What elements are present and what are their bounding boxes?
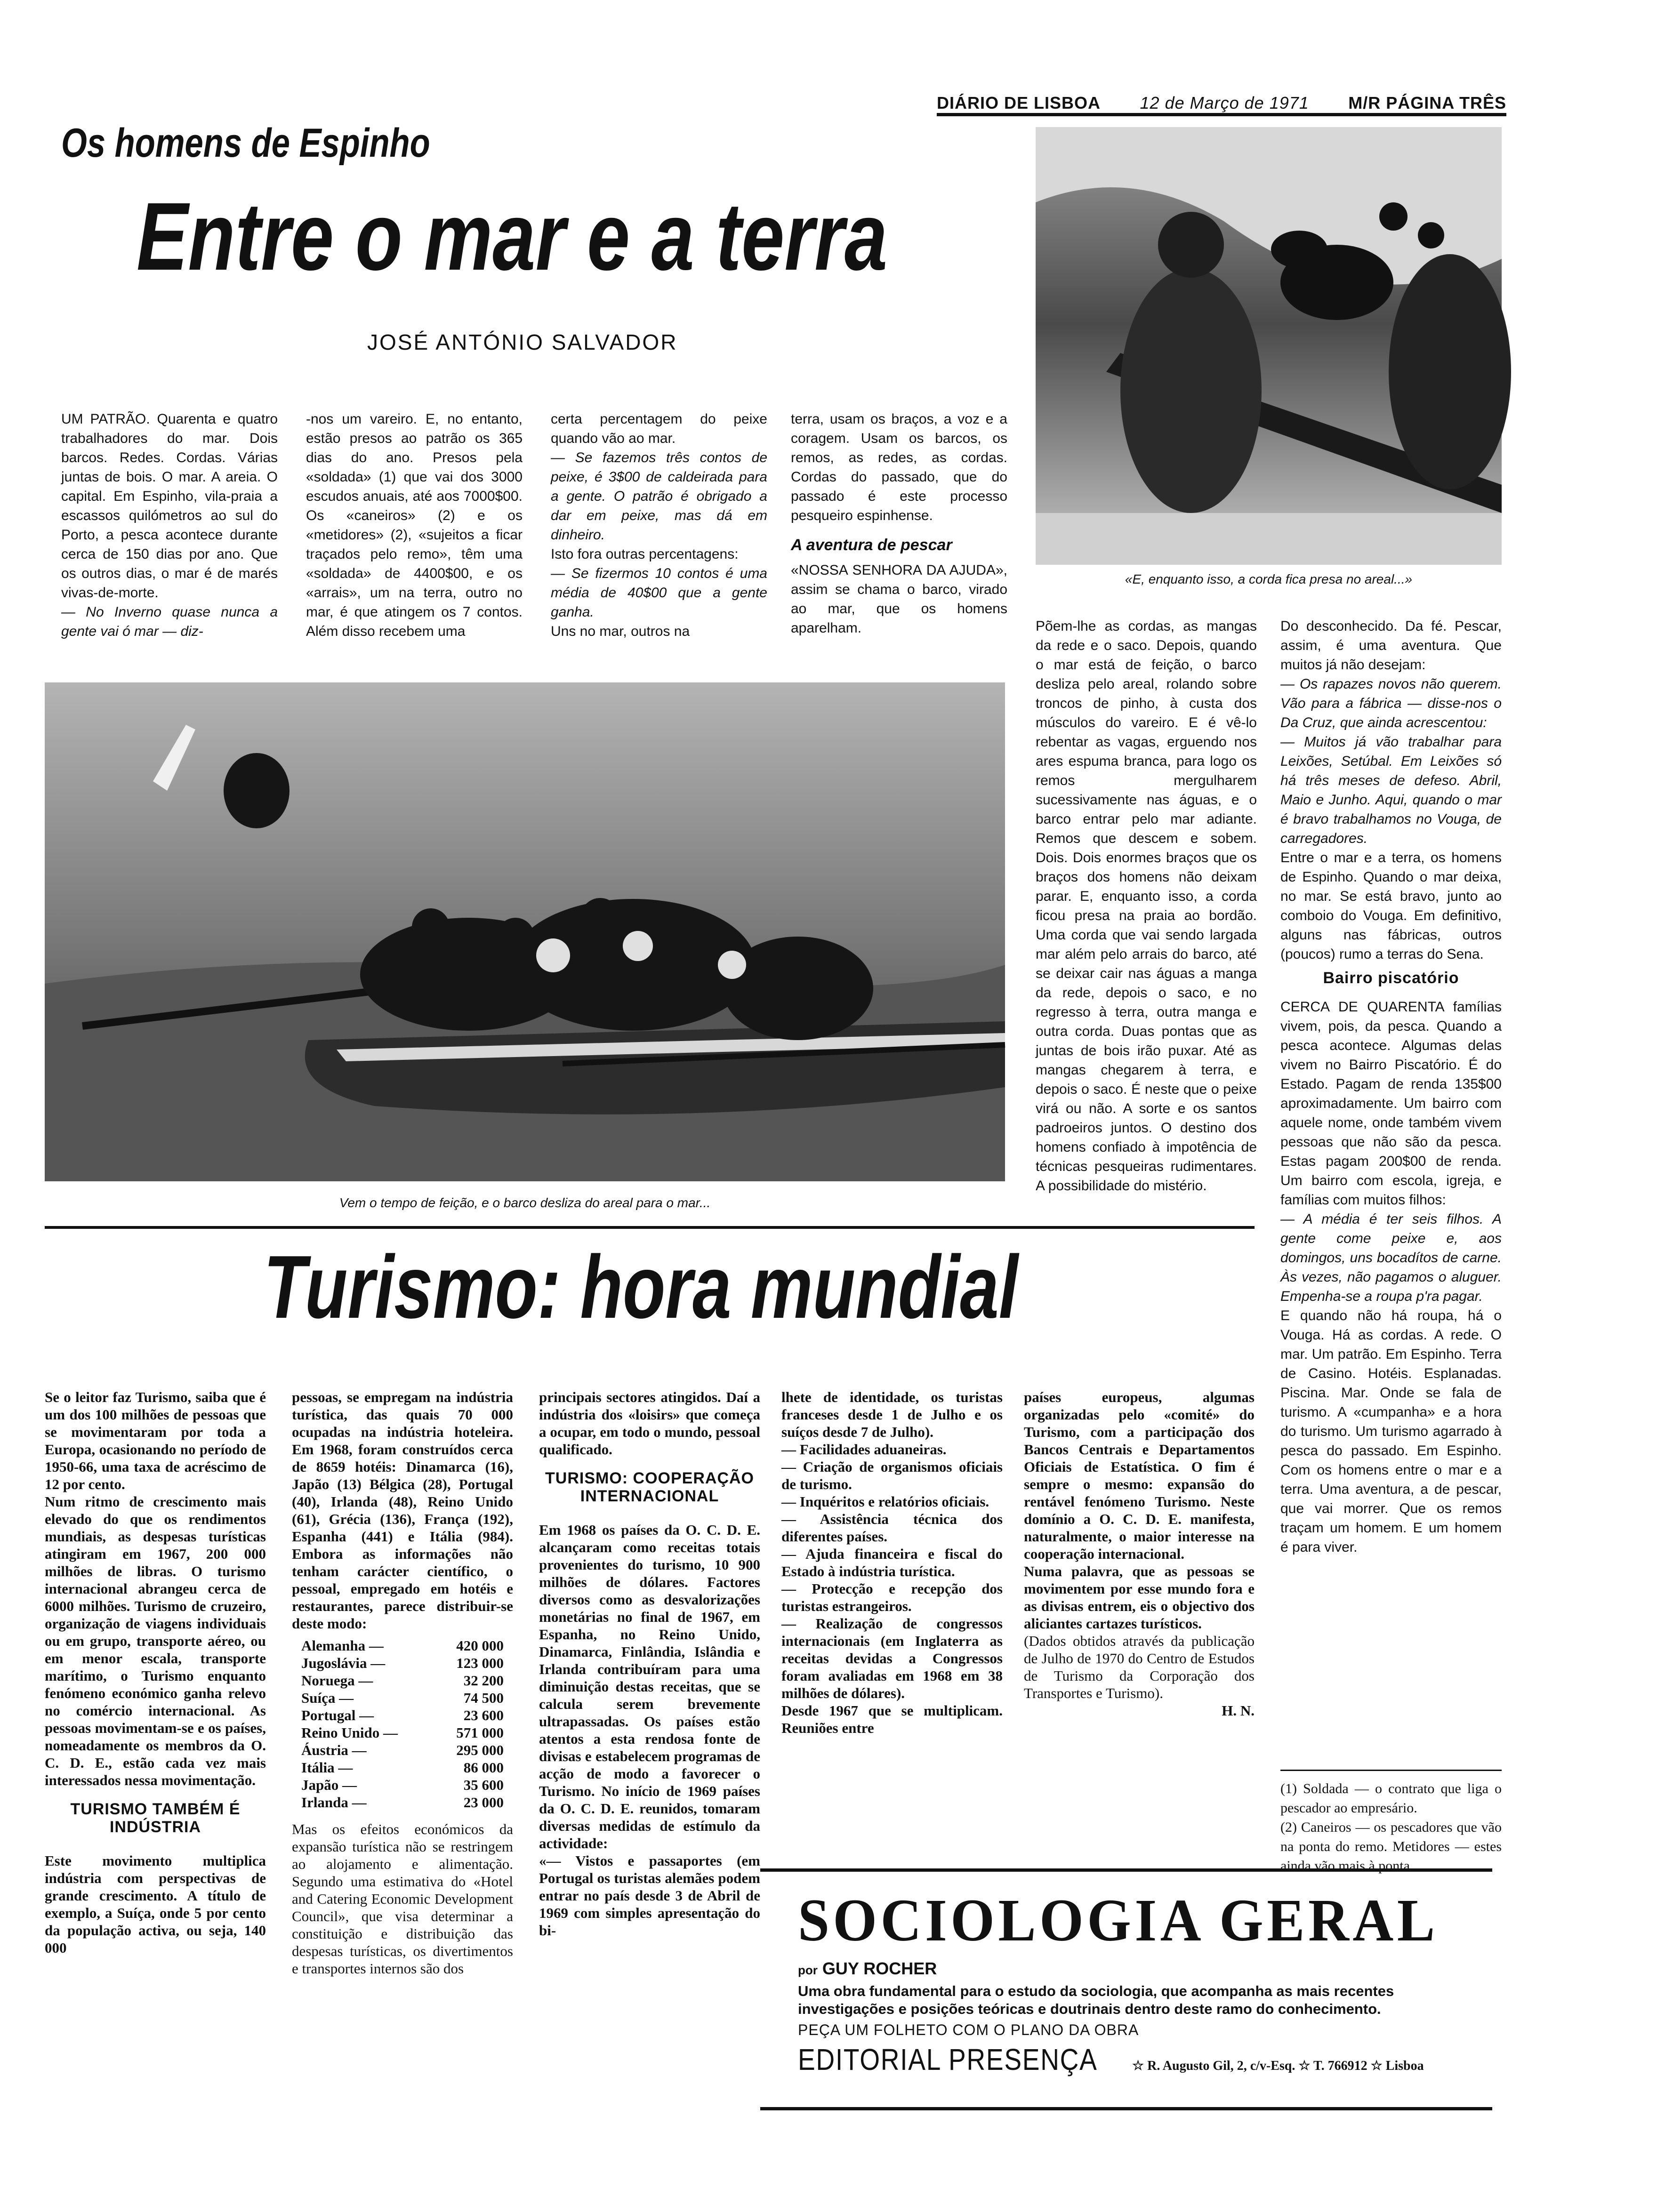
article2-col5-text: países europeus, algumas organizadas pelo «comité» do Turismo, com a participação dos Bancos Centrais e Departamentos Oficiais de Estatística. O fim é sempre o mesmo: expansão do rentável fenómeno Turismo. Neste domínio a O. C. D. E. manifesta, naturalmente, o maior interesse na cooperação internacional.: [1024, 1389, 1255, 1562]
stats-value: 420 000: [456, 1637, 504, 1654]
article2-col2-text-b: Mas os efeitos económicos da expansão turística não se restringem ao alojamento e alimentação. Segundo uma estimativa do «Hotel and Catering Economic Development Council», que visa determinar a constituição e distribuição das despesas turísticas, os divertimentos e transportes internos são dos: [292, 1821, 513, 1977]
ad-author-name: GUY ROCHER: [822, 1959, 937, 1978]
stats-country: Portugal —: [301, 1707, 374, 1723]
article1-col5-text: Põem-lhe as cordas, as mangas da rede e o saco. Depois, quando o mar está de feição, o barco desliza pelo areal, rolando sobre troncos de pinho, à custa dos músculos do vareiro. E é vê-lo rebentar as vagas, erguendo nos ares espuma branca, para logo os remos mergulharem sucessivamente nas águas, e o barco entrar pelo mar adiante. Remos que descem e sobem. Dois. Dois enormes braços que os braços dos homens não deixam parar. E, enquanto isso, a corda ficou presa na praia ao bordão. Uma corda que vai sendo largada mar além pelo arrais do barco, até se deixar cair nas águas a manga da rede, depois o saco, e no regresso à terra, outra manga e outra corda. Duas pontas que as juntas de bois irão puxar. Até as mangas chegarem à terra, e depois o saco. É neste que o peixe virá ou não. A sorte e os santos padroeiros juntos. O destino dos homens confiado à impotência de técnicas pesqueiras rudimentares. A possibilidade do mistério.: [1036, 618, 1257, 1194]
stats-country: Noruega —: [301, 1672, 373, 1689]
article2-col3-text-c: «— Vistos e passaportes (em Portugal os turistas alemães podem entrar no país desde 3 de Abril de 1969 com simples apresentação do bi-: [539, 1852, 760, 1939]
article2-signature: H. N.: [1222, 1702, 1255, 1719]
stats-row: [301, 1672, 504, 1689]
stats-value: 32 200: [463, 1672, 504, 1689]
article1-col1-text: UM PATRÃO. Quarenta e quatro trabalhadores do mar. Dois barcos. Redes. Cordas. Várias juntas de bois. O mar. A areia. O capital. Em Espinho, vila-praia a escassos quilómetros ao sul do Porto, a pesca acontece durante cerca de 150 dias por ano. Que os outros dias, o mar é de marés vivas-de-morte.: [61, 411, 278, 601]
article1-footnotes: [1280, 1779, 1502, 1874]
measure-item: — Criação de organismos oficiais de turismo.: [781, 1459, 1003, 1492]
stats-value: 571 000: [456, 1724, 504, 1741]
stats-value: 23 000: [463, 1794, 504, 1811]
article1-col4-text: terra, usam os braços, a voz e a coragem. Usam os barcos, os remos, as redes, as cordas. Cordas do passado, que do passado é este processo pesqueiro espinhense.: [791, 411, 1007, 523]
ad-author: [798, 1959, 937, 1979]
subhead-cooperacao: TURISMO: COOPERAÇÃO INTERNACIONAL: [545, 1469, 754, 1505]
article1-col6-quote-b: — Muitos já vão trabalhar para Leixões, Setúbal. Em Leixões só há três meses de defeso. Abril, Maio e Junho. Aqui, quando o mar é bravo trabalhamos no Vouga, de carregadores.: [1280, 734, 1502, 846]
photo-fishermen-rope-caption: «E, enquanto isso, a corda fica presa no areal...»: [1125, 572, 1413, 586]
stats-country: Áustria —: [301, 1742, 367, 1758]
stats-country: Suíça —: [301, 1690, 354, 1706]
article1-col1-quote: — No Inverno quase nunca a gente vai ó mar — diz-: [61, 604, 278, 639]
measure-item: — Inquéritos e relatórios oficiais.: [781, 1493, 989, 1510]
article2-column-5: [1024, 1388, 1255, 1840]
stats-row: [301, 1707, 504, 1724]
employment-stats-table: [301, 1637, 504, 1811]
advertisement-sociologia: [760, 1868, 1492, 2110]
article2-col4-text-b: Desde 1967 que se multiplicam. Reuniões entre: [781, 1702, 1003, 1736]
stats-value: 74 500: [463, 1690, 504, 1706]
measure-item: — Assistência técnica dos diferentes países.: [781, 1511, 1003, 1545]
article1-column-1: [61, 409, 278, 645]
stats-country: Japão —: [301, 1777, 357, 1793]
stats-value: 35 600: [463, 1777, 504, 1793]
stats-row: [301, 1724, 504, 1741]
article2-col2-text: pessoas, se empregam na indústria turística, das quais 70 000 ocupadas na indústria hoteleira. Em 1968, foram construídos cerca de 8659 hotéis: Dinamarca (16), Japão (13) Bélgica (28), Portugal (40), Irlanda (48), Reino Unido (61), Grécia (136), França (192), Espanha (441) e Itália (984). Embora as informações não tenham carácter científico, o pessoal, empregado em hotéis e restaurantes, parece distribuir-se deste modo:: [292, 1389, 513, 1632]
article-byline: JOSÉ ANTÓNIO SALVADOR: [367, 330, 678, 354]
ad-title: SOCIOLOGIA GERAL: [798, 1887, 1439, 1954]
article1-col2-text: -nos um vareiro. E, no entanto, estão presos ao patrão os 365 dias do ano. Presos pela «soldada» (1) que vai dos 3000 escudos anuais, até aos 7000$00. Os «caneiros» (2) e os «metidores» (2), «sujeitos a ficar traçados pelo remo», têm uma «soldada» de 4400$00, e os «arrais», um na terra, outro no mar, é que atingem os 7 contos. Além disso recebem uma: [306, 411, 523, 639]
stats-value: 23 600: [463, 1707, 504, 1723]
footnote-1: (1) Soldada — o contrato que liga o pescador ao empresário.: [1280, 1781, 1502, 1816]
paper-name: DIÁRIO DE LISBOA: [937, 93, 1101, 112]
article1-col3-text-b: Isto fora outras percentagens:: [551, 546, 739, 562]
stats-country: Irlanda —: [301, 1794, 367, 1811]
article2-column-1: [45, 1388, 266, 2160]
page-number: M/R PÁGINA TRÊS: [1348, 93, 1506, 112]
measure-item: — Protecção e recepção dos turistas estrangeiros.: [781, 1580, 1003, 1614]
article1-col6-quote: — Os rapazes novos não querem. Vão para a fábrica — disse-nos o Da Cruz, que ainda acrescentou:: [1280, 676, 1502, 730]
article1-col6-quote-c: — A média é ter seis filhos. A gente come peixe e, aos domingos, uns bocadítos de carne. Às vezes, não pagamos o aluguer. Empenha-se a roupa p'ra pagar.: [1280, 1211, 1502, 1304]
stats-row: [301, 1654, 504, 1672]
article2-column-2: [292, 1388, 513, 2160]
article1-col3-quote: — Se fazemos três contos de peixe, é 3$00 de caldeirada para a gente. O patrão é obrigado a dar em peixe, mas dá em dinheiro.: [551, 450, 767, 543]
measure-item: — Ajuda financeira e fiscal do Estado à indústria turística.: [781, 1546, 1003, 1579]
article1-col6-text: Do desconhecido. Da fé. Pescar, assim, é uma aventura. Que muitos já não desejam:: [1280, 618, 1502, 673]
ad-publisher: EDITORIAL PRESENÇA: [798, 2043, 1098, 2076]
article1-column-5: [1036, 617, 1257, 1224]
article2-col1-text-b: Num ritmo de crescimento mais elevado do que os rendimentos mundiais, as despesas turísticas atingiram em 1967, 200 000 milhões de libras. O turismo internacional abrangeu cerca de 6000 milhões. Turismo de cruzeiro, organização de viagens individuais ou em grupo, transporte aéreo, ou em menor escala, transporte marítimo, o Turismo enquanto fenómeno económico ganha relevo no comércio internacional. As pessoas movimentam-se e os países, nomeadamente os membros da O. C. D. E., estão cada vez mais interessados nessa movimentação.: [45, 1493, 266, 1788]
section-divider: [45, 1226, 1255, 1229]
stats-country: Jugoslávia —: [301, 1655, 386, 1671]
ad-author-prefix: por: [798, 1963, 818, 1977]
stats-value: 86 000: [463, 1759, 504, 1776]
photo-fishermen-rope: [1036, 127, 1502, 565]
subhead-bairro: Bairro piscatório: [1323, 969, 1459, 987]
article1-col6-text-d: E quando não há roupa, há o Vouga. Há as cordas. A rede. O mar. Um patrão. Em Espinho. Terra de Casino. Hotéis. Esplanadas. Piscina. Mar. Onde se fala de turismo. A «cumpanha» e a hora do turismo. Um turismo agarrado à pesca do passado. Em Espinho. Com os homens entre o mar e a terra. Uma aventura, a de pescar, que vai morrer. Que os remos traçam um homem. E um homem é para viver.: [1280, 1308, 1502, 1555]
stats-row: [301, 1759, 504, 1776]
issue-date: 12 de Março de 1971: [1140, 93, 1309, 112]
stats-row: [301, 1637, 504, 1654]
photo-fishermen-rope-image: [1036, 127, 1502, 565]
stats-row: [301, 1689, 504, 1707]
subhead-industria: TURISMO TAMBÉM É INDÚSTRIA: [70, 1800, 241, 1836]
stats-row: [301, 1741, 504, 1759]
article1-col4-text-b: «NOSSA SENHORA DA AJUDA», assim se chama o barco, virado ao mar, que os homens aparelham.: [791, 562, 1007, 636]
subhead-aventura: A aventura de pescar: [791, 536, 952, 554]
article2-col1-text-c: Este movimento multiplica indústria com perspectivas de grande crescimento. A título de exemplo, a Suíça, onde 5 por cento da população activa, ou seja, 140 000: [45, 1852, 266, 1956]
article2-col3-text-b: Em 1968 os países da O. C. D. E. alcançaram como receitas totais provenientes do turismo, 10 900 milhões de dólares. Factores diversos como as desvalorizações monetárias no final de 1967, em Espanha, no Reino Unido, Dinamarca, Finlândia, Islândia e Irlanda contribuíram para uma diminuição destas receitas, que se calcula serem brevemente ultrapassadas. Os países estão atentos a esta rendosa fonte de divisas e estabelecem programas de acção de modo a favorecer o Turismo. No início de 1969 países da O. C. D. E. reunidos, tomaram diversas medidas de estímulo da actividade:: [539, 1522, 760, 1851]
article1-column-6: [1280, 617, 1502, 1765]
article2-col4-text: lhete de identidade, os turistas franceses desde 1 de Julho e os suíços desde 7 de Julho).: [781, 1389, 1003, 1440]
measures-list: [781, 1441, 1003, 1702]
article2-col5-text-b: Numa palavra, que as pessoas se movimentem por esse mundo fora e as divisas entrem, eis o objectivo dos aliciantes cartazes turísticos.: [1024, 1563, 1255, 1632]
article-kicker: Os homens de Espinho: [61, 120, 430, 166]
article1-col3-text: certa percentagem do peixe quando vão ao mar.: [551, 411, 767, 446]
article1-column-4: [791, 409, 1007, 645]
article1-column-3: [551, 409, 767, 645]
article1-col3-text-c: Uns no mar, outros na: [551, 624, 690, 639]
ad-offer: PEÇA UM FOLHETO COM O PLANO DA OBRA: [798, 2021, 1139, 2038]
footnote-2: (2) Caneiros — os pescadores que vão na ponta do remo. Metidores — estes ainda vão mais à ponta.: [1280, 1819, 1502, 1874]
article2-col5-source: (Dados obtidos através da publicação de Julho de 1970 do Centro de Estudos de Turismo da Corporação dos Transportes e Turismo).: [1024, 1633, 1255, 1701]
stats-country: Itália —: [301, 1759, 353, 1776]
article1-column-2: [306, 409, 523, 645]
masthead: [937, 85, 1506, 116]
stats-country: Reino Unido —: [301, 1724, 398, 1741]
ad-address: ☆ R. Augusto Gil, 2, c/v-Esq. ☆ T. 766912 ☆ Lisboa: [1132, 2059, 1424, 2073]
article1-col6-text-c: CERCA DE QUARENTA famílias vivem, pois, da pesca. Quando a pesca acontece. Algumas delas vivem no Bairro Piscatório. É do Estado. Pagam de renda 135$00 aproximadamente. Um bairro com aquele nome, onde também vivem pessoas que não são da pesca. Estas pagam 200$00 de renda. Um bairro com escola, igreja, e famílias com muitos filhos:: [1280, 999, 1502, 1208]
footnote-divider: [1280, 1770, 1502, 1771]
article2-col1-text: Se o leitor faz Turismo, saiba que é um dos 100 milhões de pessoas que se movimentaram por toda a Europa, ocasionando no período de 1950-66, uma taxa de acréscimo de 12 por cento.: [45, 1389, 266, 1492]
article-headline: Entre o mar e a terra: [137, 183, 888, 290]
photo-boat: [45, 682, 1005, 1181]
article2-col3-text: principais sectores atingidos. Daí a indústria dos «loisirs» que começa a ocupar, em todo o mundo, pessoal qualificado.: [539, 1389, 760, 1458]
measure-item: — Facilidades aduaneiras.: [781, 1441, 947, 1458]
measure-item: — Realização de congressos internacionais (em Inglaterra as receitas devidas a Congressos foram avaliadas em 1968 em 38 milhões de dólares).: [781, 1615, 1003, 1701]
article2-headline: Turismo: hora mundial: [264, 1237, 1018, 1337]
photo-boat-caption: Vem o tempo de feição, e o barco desliza do areal para o mar...: [339, 1195, 711, 1210]
stats-row: [301, 1776, 504, 1794]
article2-column-3: [539, 1388, 760, 2160]
stats-value: 295 000: [456, 1742, 504, 1758]
photo-boat-image: [45, 682, 1005, 1181]
ad-description: Uma obra fundamental para o estudo da sociologia, que acompanha as mais recentes investigações e posições teóricas e doutrinais dentro deste ramo do conhecimento.: [798, 1983, 1394, 2017]
stats-country: Alemanha —: [301, 1637, 384, 1654]
article1-col3-quote-b: — Se fizermos 10 contos é uma média de 40$00 que a gente ganha.: [551, 566, 767, 620]
article1-col6-text-b: Entre o mar e a terra, os homens de Espinho. Quando o mar deixa, no mar. Se está bravo, junto ao comboio do Vouga. Em definitivo, alguns nas fábricas, outros (poucos) rumo a terras do Sena.: [1280, 850, 1502, 962]
article2-column-4: [781, 1388, 1003, 1840]
stats-value: 123 000: [456, 1655, 504, 1671]
stats-row: [301, 1794, 504, 1811]
